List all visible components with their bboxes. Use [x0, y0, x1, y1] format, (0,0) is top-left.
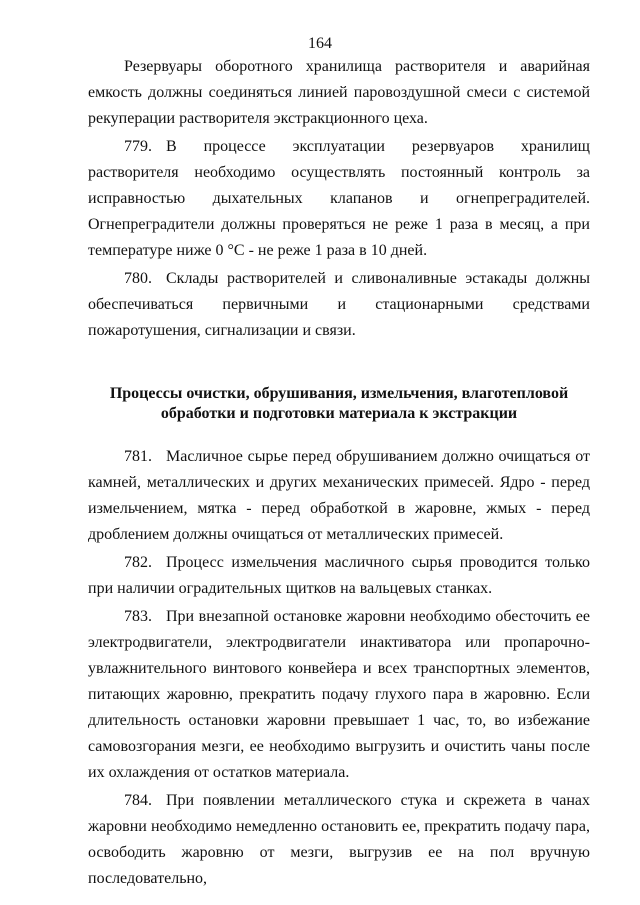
paragraph-text: В процессе эксплуатации резервуаров хранилищ растворителя необходимо осуществлять постоянный контроль за исправностью дыхательных клапанов и огнепреградителей. Огнепреградители должны проверяться не реже 1 раза в месяц, а при температуре ниже 0 °С - не реже 1 раза в 10 дней. [88, 138, 590, 259]
paragraph-text: Процесс измельчения масличного сырья проводится только при наличии оградительных щитков на вальцевых станках. [88, 554, 590, 597]
paragraph-continuation [88, 54, 590, 132]
section-heading [88, 384, 590, 424]
paragraph-784 [88, 788, 590, 892]
paragraph-number: 784. [124, 792, 152, 809]
paragraph-780 [88, 266, 590, 344]
paragraph-number: 783. [124, 608, 152, 625]
paragraph-779 [88, 134, 590, 264]
page-body [88, 54, 590, 892]
paragraph-text: Масличное сырье перед обрушиванием должно очищаться от камней, металлических и других механических примесей. Ядро - перед измельчением, мятка - перед обработкой в жаровне, жмых - перед дроблением должны очищаться от металлических примесей. [88, 448, 590, 543]
paragraph-text: При появлении металлического стука и скрежета в чанах жаровни необходимо немедленно остановить ее, прекратить подачу пара, освободить жаровню от мезги, выгрузив ее на пол вручную последовательно, [88, 792, 590, 887]
page-number: 164 [308, 35, 332, 52]
paragraph-text: Склады растворителей и сливоналивные эстакады должны обеспечиваться первичными и стационарными средствами пожаротушения, сигнализации и связи. [88, 270, 590, 339]
paragraph-number: 782. [124, 554, 152, 571]
paragraph-number: 779. [124, 138, 152, 155]
paragraph-781 [88, 444, 590, 548]
paragraph-782 [88, 550, 590, 602]
section-heading-line: обработки и подготовки материала к экстракции [160, 405, 518, 422]
paragraph-text: Резервуары оборотного хранилища растворителя и аварийная емкость должны соединяться линией паровоздушной смеси с системой рекуперации растворителя экстракционного цеха. [88, 58, 590, 127]
paragraph-number: 780. [124, 270, 152, 287]
paragraph-text: При внезапной остановке жаровни необходимо обесточить ее электродвигатели, электродвигатели инактиватора или пропарочно-увлажнительного винтового конвейера и всех транспортных элементов, питающих жаровню, прекратить подачу глухого пара в жаровню. Если длительность остановки жаровни превышает 1 час, то, во избежание самовозгорания мезги, ее необходимо выгрузить и очистить чаны после их охлаждения от остатков материала. [88, 608, 590, 781]
paragraph-783 [88, 604, 590, 786]
section-heading-line: Процессы очистки, обрушивания, измельчения, влаготепловой [109, 385, 569, 402]
paragraph-number: 781. [124, 448, 152, 465]
